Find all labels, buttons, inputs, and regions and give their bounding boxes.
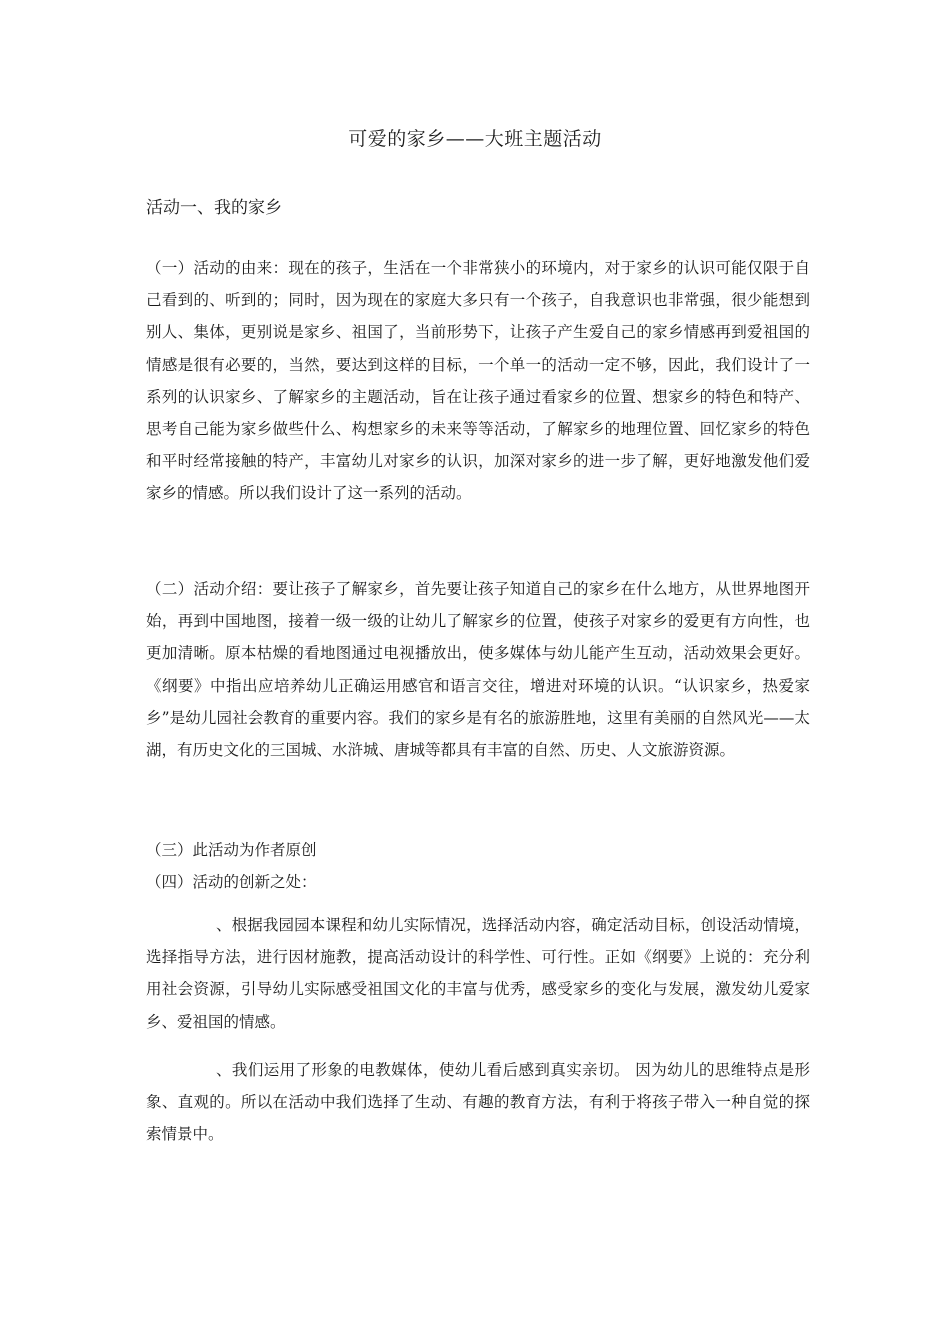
paragraph-innovation-1: 、根据我园园本课程和幼儿实际情况，选择活动内容，确定活动目标，创设活动情境，选择指导方法，进行因材施教，提高活动设计的科学性、可行性。正如《纲要》上说的：充分利用社会资源，引导幼儿实际感受祖国文化的丰富与优秀，感受家乡的变化与发展，激发幼儿爱家乡、爱祖国的情感。 xyxy=(146,916,810,1031)
paragraph-innovation-heading: （四）活动的创新之处： xyxy=(146,873,317,891)
section-heading: 活动一、我的家乡 xyxy=(146,198,282,218)
document-title: 可爱的家乡——大班主题活动 xyxy=(348,128,602,150)
paragraph-origin: （一）活动的由来：现在的孩子，生活在一个非常狭小的环境内，对于家乡的认识可能仅限于自己看到的、听到的；同时，因为现在的家庭大多只有一个孩子，自我意识也非常强，很少能想到别人、集体，更别说是家乡、祖国了，当前形势下，让孩子产生爱自己的家乡情感再到爱祖国的情感是很有必要的，当然，要达到这样的目标，一个单一的活动一定不够，因此，我们设计了一系列的认识家乡、了解家乡的主题活动，旨在让孩子通过看家乡的位置、想家乡的特色和特产、思考自己能为家乡做些什么、构想家乡的未来等等活动，了解家乡的地理位置、回忆家乡的特色和平时经常接触的特产，丰富幼儿对家乡的认识，加深对家乡的进一步了解，更好地激发他们爱家乡的情感。所以我们设计了这一系列的活动。 xyxy=(146,259,810,503)
paragraph-original: （三）此活动为作者原创 xyxy=(146,841,317,859)
paragraph-innovation-2: 、我们运用了形象的电教媒体，使幼儿看后感到真实亲切。 因为幼儿的思维特点是形象、直观的。所以在活动中我们选择了生动、有趣的教育方法，有利于将孩子带入一种自觉的探索情景中。 xyxy=(146,1061,810,1144)
paragraph-intro: （二）活动介绍：要让孩子了解家乡，首先要让孩子知道自己的家乡在什么地方，从世界地图开始，再到中国地图，接着一级一级的让幼儿了解家乡的位置，使孩子对家乡的爱更有方向性，也更加清晰。原本枯燥的看地图通过电视播放出，使多媒体与幼儿能产生互动，活动效果会更好。《纲要》中指出应培养幼儿正确运用感官和语言交往，增进对环境的认识。“认识家乡，热爱家乡”是幼儿园社会教育的重要内容。我们的家乡是有名的旅游胜地，这里有美丽的自然风光——太湖，有历史文化的三国城、水浒城、唐城等都具有丰富的自然、历史、人文旅游资源。 xyxy=(146,580,810,760)
